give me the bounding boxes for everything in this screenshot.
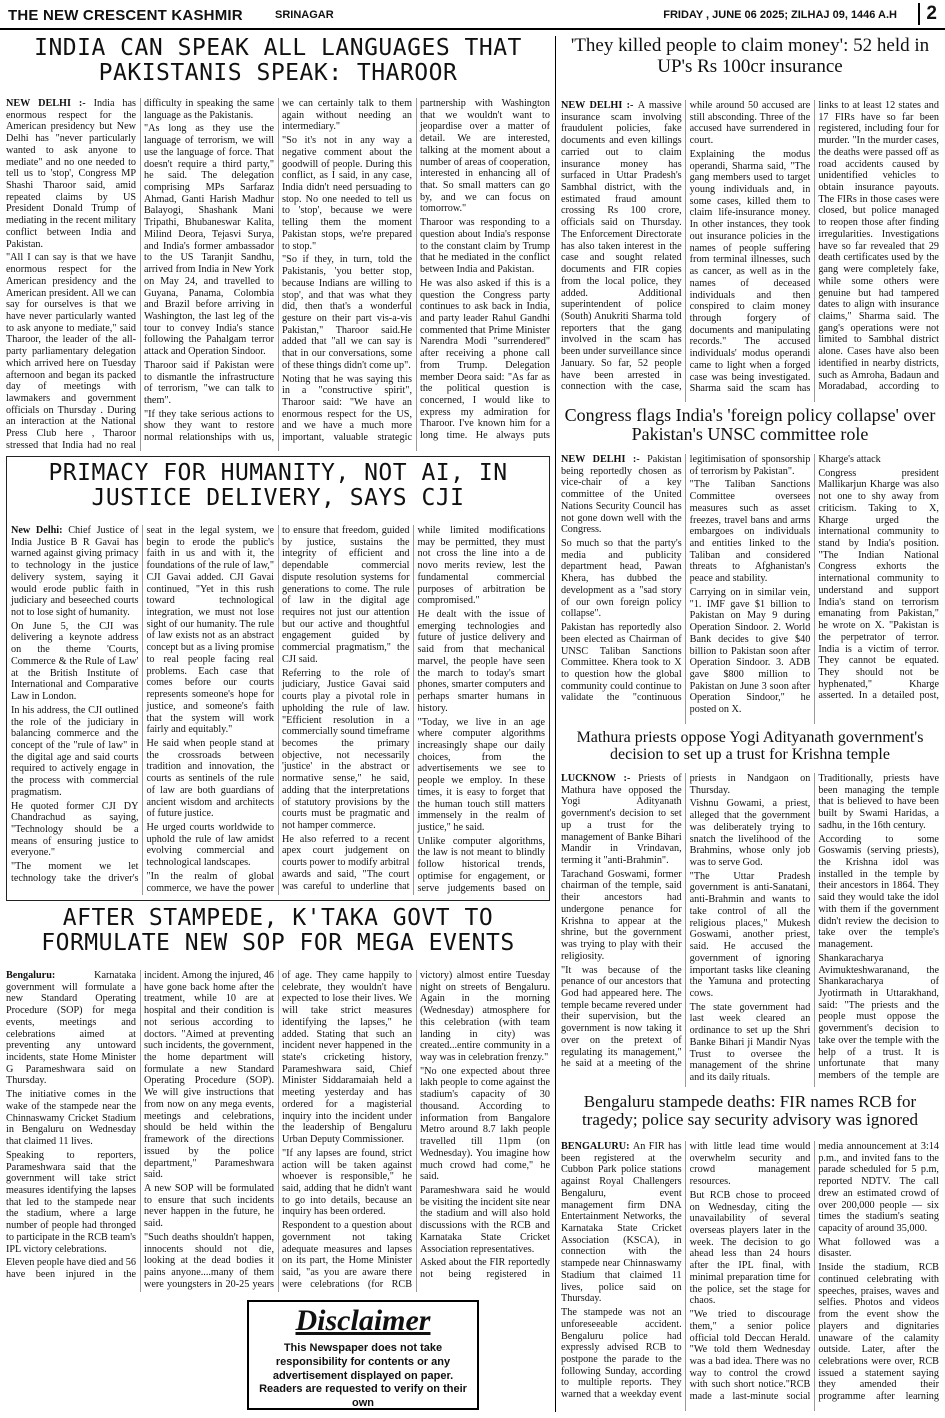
masthead [0, 0, 945, 30]
story-cji [6, 456, 550, 901]
paragraph-text: "The Taliban Sanctions Committee oversees measures such as asset freezes, travel bans and arms embargoes on individuals and entities linked to the Taliban and considered threats to Afghanistan's peace and stability. [689, 479, 811, 585]
paragraph [418, 717, 546, 834]
paragraph [561, 773, 682, 867]
paragraph-text: "If any lapses are found, strict action will be taken against whoever is responsible," he said, adding that he didn't want to go into details, because an inquiry has been ordered. [282, 1147, 412, 1218]
story-body [561, 773, 939, 1087]
paragraph [690, 1190, 811, 1307]
page-number: 2 [918, 3, 937, 25]
disclaimer-text: This Newspaper does not take responsibility for contents or any advertisement displayed on paper. Readers are requested to verify on their own [259, 1342, 467, 1409]
headline: Mathura priests oppose Yogi Adityanath government's decision to set up a trust for Krishna temple [576, 729, 924, 764]
headline: Congress flags India's 'foreign policy collapse' over Pakistan's UNSC committee role [564, 406, 936, 445]
paragraph [690, 587, 811, 716]
headline: 'They killed people to claim money': 52 held in UP's Rs 100cr insurance [570, 36, 930, 77]
paragraph [420, 1185, 550, 1255]
paragraph [6, 1089, 136, 1148]
story-unsc [561, 406, 939, 726]
paragraph [282, 1148, 412, 1218]
story-body [561, 454, 939, 724]
paragraph-text: Explaining the modus operandi, Sharma said, "The gang members used to target young individuals and, in some cases, killed them to claim life-insurance money. In other instances, they took out insurance policies in the names of people suffering from terminal illnesses, such as cancer, as well as in the names of deceased individuals and then conspired to claim money through forgery of documents and manipulating records." The accused individuals' modus operandi came to light when a forged case was being investigated. Sharma said the scam has links to at least 12 states and 17 FIRs have so far been registered, including four for murder. "In the murder cases, the deaths were passed off as road accidents caused by unidentified vehicles to obtain insurance payouts. The FIRs in those cases were closed, but police managed to reopen those after finding irregularities. Investigations have so far revealed that 29 death certificates used by the gang were completely fake, while some others were genuine but had tampered dates to align with insurance claims," Sharma said. The gang's operations were not limited to Sambhal district alone. Cases have also been identified in nearby districts, such as Amroha, Badaun and Moradabad, according to [689, 100, 939, 395]
paragraph-text: Tharoor was responding to a question about India's response to the constant claim by Trump that he mediated in the conflict between India and Pakistan. [420, 217, 550, 276]
paragraph [6, 1150, 136, 1255]
paragraph-text: Chief Justice of India Justice B R Gavai has warned against giving primacy to technology in the justice delivery system, saying it would erode public faith in judiciary and beseeched courts not to lose sight of humanity. [11, 525, 139, 619]
paragraph-text: A massive insurance scam involving fraudulent policies, fake documents and even killings carried out to claim insurance money has surfaced in Uttar Pradesh's Sambhal district, with the estimated fraud amount crossing Rs 100 crore, officials said on Thursday. The Enforcement Directorate has also taken interest in the case and sought related documents and FIR copies from the local police, they added. Additional superintendent of police (South) Anukriti Sharma told reporters that the gang involved in the scam has been under surveillance since January. So far, 52 people have been arrested in connection with the case, while around 50 accused are still absconding. Three of the accused have surrendered in court. [561, 100, 811, 393]
dateline: LUCKNOW :- [561, 773, 639, 784]
paragraph-text: But RCB chose to proceed on Wednesday, citing the unavailability of several overseas players later in the week. The decision to go ahead less than 24 hours after the IPL final, with minimal preparation time for the police, set the stage for chaos. [689, 1189, 811, 1307]
paragraph [147, 822, 275, 869]
paragraph [6, 98, 136, 250]
paragraph-text: "All I can say is that we have enormous respect for the American presidency and the American president. All we can say for ourselves is that we have never particularly wanted to ask anyone to mediate," said Tharoor, the leader of the all-party parliamentary delegation which arrived here on Tuesday afternoon and began its packed day of meetings with lawmakers and government officials on Thursday . During an interaction at the National Press Club here , Tharoor stressed that India had no real difficulty in speaking the same language as the Pakistanis. [6, 98, 274, 451]
story-sop [6, 906, 550, 1296]
dateline: NEW DELHI :- [561, 454, 648, 465]
story-body [11, 525, 545, 895]
paragraph-text: So much so that the party's media and publicity department head, Pawan Khera, has dubbed the development as a "sad story of our own foreign policy collapse". [561, 538, 682, 620]
headline: Bengaluru stampede deaths: FIR names RCB for tragedy; police say security advisory was ignored [581, 1093, 919, 1130]
paragraph-text: Priests of Mathura have opposed the Yogi Adityanath government's decision to set up a trust for the management of Banke Bihari Mandir in Vrindavan, terming it "anti-Brahmin". [561, 773, 682, 867]
dateline: New Delhi: [11, 525, 69, 536]
paragraph [561, 869, 682, 963]
paragraph-text: Inside the stadium, RCB continued celebrating with speeches, praises, waves and selfies. Photos and videos from the event show the players and dignitaries unaware of the calamity outside. Later, after the celebrations were over, RCB issued a statement saying they amended their programme after learning [818, 1262, 939, 1403]
paragraph [561, 1141, 682, 1305]
paragraph [418, 609, 546, 714]
paragraph-text: He was also asked if this is a question the Congress party continues to ask back in India, and party leader Rahul Gandhi commented that Prime Minister Narendra Modi "surrendered" after receiving a phone call from Trump. Delegation member Deora said: "As far as the political question is concerned, I would like to express my admiration for Tharoor. I've known him for a long time. He always puts [420, 277, 550, 442]
paragraph-text: "Such deaths shouldn't happen, innocents should not die, looking at the dead bodies it pains anyone....many of them were youngsters in 20-25 years of age. They came happily to celebrate, they wouldn't have expected to lose their lives. We will take strict measures identifying the lapses," he added. Stating that such an incident never happened in the state's cricketing history, Parameshwara said, Chief Minister Siddaramaiah held a meeting yesterday and has ordered for a magisterial inquiry into the incident under the leadership of Bengaluru Urban Deputy Commissioner. [144, 970, 412, 1290]
paragraph-text: Asked about the FIR reportedly not being registered in [420, 1257, 550, 1280]
paragraph-text: Pakistan being reportedly chosen as vice-chair of a key committee of the United Nations Security Council has not gone down well with the Congress. [561, 454, 682, 536]
paragraph-text: "Today, we live in an age where computer algorithms increasingly shape our daily choices, from the advertisements we see to people we employ. In these times, it is easy to forget that the human touch still matters immensely in the realm of justice," he said. [417, 716, 545, 833]
paragraph [282, 254, 412, 371]
issue-date: FRIDAY , JUNE 06 2025; ZILHAJ 09, 1446 A.H [663, 9, 897, 21]
paragraph [6, 970, 136, 1087]
paragraph [818, 1237, 939, 1260]
headline: AFTER STAMPEDE, K'TAKA GOVT TO FORMULATE NEW SOP FOR MEGA EVENTS [41, 906, 515, 956]
paragraph-text: Referring to the role of judiciary, Justice Gavai said courts play a pivotal role in upholding the rule of law. "Efficient resolution in a commercially sound timeframe becomes the primary objective, not necessarily 'justice' in the abstract or normative sense," he said, adding that the interpretations of statutory provisions by the courts must be pragmatic and not hamper commerce. [282, 667, 410, 831]
paragraph-text: Unlike computer algorithms, the law is not meant to blindly follow historical trends, optimise for engagement, or serve judgements based on [417, 835, 545, 894]
story-body [6, 98, 550, 451]
story-fir [561, 1093, 939, 1413]
paragraph [690, 871, 811, 1000]
paragraph-text: India has enormous respect for the American presidency but New Delhi has "never particularly wanted to ask anyone to mediate" and no one needed to tell us to 'stop', Congress MP Shashi Tharoor said, amid repeated claims by US President Donald Trump of mediating in the recent military conflict between India and Pakistan. [6, 98, 137, 250]
paragraph [561, 454, 682, 536]
paragraph-text: "So if they, in turn, told the Pakistanis, 'you better stop, because Indians are willing to stop', and that was what they did, then that's a wonderful gesture on their part vis-a-vis Pakistan," Tharoor said.He added that "all we can say is that in our conversations, some of these things didn't come up". [282, 254, 412, 371]
column-divider [555, 36, 556, 1412]
paragraph-text: Eleven people have died and 56 have been injured in the incident. Among the injured, 46 have gone back home after the treatment, while 10 are at hospital and their condition is not serious according to doctors. "Aimed at preventing such incidents, the government, the home department will formulate a new Standard Operating Procedure (SOP). We will give instructions that from now on any mega events, meetings and celebrations, should be held within the framework of the directions issued by the police department," Parameshwara said. [6, 970, 274, 1280]
paragraph-text: Karnataka government will formulate a new Standard Operating Procedure (SOP) for mega events, meetings and celebrations aimed at preventing any untoward incidents, state Home Minister G Parameshwara said on Thursday. [6, 970, 136, 1087]
paragraph [420, 1066, 550, 1183]
paragraph-text: He also referred to a recent apex court judgement on courts power to modify arbitral awards and said, "The court was careful to underline that while limited modifications may be permitted, they must not cross the line into a de novo merits review, lest the fundamental commercial purposes of arbitration be compromised." [282, 525, 545, 892]
paragraph-text: Traditionally, priests have been managing the temple that is believed to have been built by Swami Haridas, a sadhu, in the 16th century. [818, 773, 939, 831]
paragraph [282, 668, 410, 832]
paragraph [144, 360, 274, 407]
paragraph-text: The stampede was not an unforeseeable accident. Bengaluru police had expressly advised RCB to postpone the parade to the following Sunday, according to multiple reports. They warned that a weekday event with little lead time would overwhelm security and crowd management resources. [561, 1141, 811, 1401]
paragraph [818, 773, 939, 832]
paragraph-text: Congress president Mallikarjun Kharge was also not one to shy away from criticism. Taking to X, Kharge urged the international community to stand by India's position. "The Indian National Congress exhorts the international community to understand and support India's stand on terrorism emanating from Pakistan," he wrote on X. "Pakistan is the perpetrator of terror. India is a victim of terror. They cannot be equated. They should not be hyphenated," Kharge asserted. In a detailed post, [818, 467, 939, 702]
paragraph-text: He urged courts worldwide to uphold the rule of law amidst evolving commercial and technological landscapes. [146, 821, 274, 869]
paragraph [561, 538, 682, 620]
paragraph [690, 1002, 811, 1084]
paragraph-text: Kharge's attack [818, 454, 881, 465]
paragraph [144, 1183, 274, 1230]
paragraph-text: Noting that he was saying this in a "constructive spirit", Tharoor said: "We have an enormous respect for the US, and we have a much more important, valuable strategic partnership with Washington that we wouldn't want to jeopardise over a matter of detail. We are interested, talking at the moment about a number of areas of cooperation, interested in enhancing all of that. So small matters can go by, and we can focus on tomorrow." [282, 98, 550, 444]
paragraph-text: "As long as they use the language of terrorism, we will use the language of force. That doesn't require a third party," he said. The delegation comprising MPs Sarfaraz Ahmad, Ganti Harish Madhur Balayogi, Shashank Mani Tripathi, Bhubaneswar Kalita, Milind Deora, Tejasvi Surya, and India's former ambassador to the US Taranjit Sandhu, arrived from India in New York on May 24, and travelled to Guyana, Panama, Colombia and Brazil before arriving in Washington, the last leg of the tour to convey India's stance following the Pahalgam terror attack and Operation Sindoor. [144, 123, 274, 358]
story-mathura [561, 729, 939, 1089]
disclaimer-title: Disclaimer [295, 1304, 431, 1337]
paragraph-text: "The moment we let technology take the driver's seat in the legal system, we begin to erode the public's faith in us and with it, the foundations of the rule of law," CJI Gavai added. CJI Gavai continued, "Yet in this rush toward technological integration, we must not lose sight of our humanity. The rule of law exists not as an abstract concept but as a living promise to real people facing real problems. Each case that comes before our courts represents someone's hope for justice, and someone's faith that the system will work fairly and equitably." [11, 525, 274, 884]
paragraph [144, 123, 274, 357]
paragraph-text: "We tried to discourage them," a senior police official told Deccan Herald. "We told them Wednesday was a bad idea. There was no way to control the crowd with such short notice."RCB made a last-minute social media announcement at 3:14 p.m., and invited fans to the parade scheduled for 5 p.m, reported NDTV. The call drew an estimated crowd of over 200,000 people — six times the stadium's seating capacity of around 35,000. [689, 1141, 939, 1403]
paragraph-text: Speaking to reporters, Parameshwara said that the government will take strict measures identifying the lapses that led to the stampede near the stadium, where a large number of people had thronged to participate in the RCB team's IPL victory celebrations. [6, 1149, 137, 1255]
story-body [6, 970, 550, 1292]
paragraph-text: He dealt with the issue of emerging technologies and future of justice delivery and said from that mechanical marvel, the people have seen the march to today's smart phones, smarter computers and perhaps smarter humans in history. [417, 609, 545, 714]
dateline: Bengaluru: [6, 970, 95, 981]
dateline: NEW DELHI :- [6, 98, 94, 109]
paragraph-text: "The Uttar Pradesh government is anti-Sanatani, anti-Brahmin and wants to take control of all the religious places," Mukesh Goswami, another priest, said. He accused the government of ignoring important tasks like cleaning the Yamuna and protecting cows. [689, 870, 811, 999]
paragraph-text: Shankaracharya Avimukteshwaranand, the Shankaracharya of Jyotirmath in Uttarakhand, said: "The priests and the people must oppose the government's decision to take over the temple with the help of a trust. It is unfortunate that many members of the temple are [818, 952, 939, 1081]
paragraph-text: On June 5, the CJI was delivering a keynote address on the theme 'Courts, Commerce & the Rule of Law' at the British Institute of International and Comparative Law in London. [11, 620, 139, 703]
headline: INDIA CAN SPEAK ALL LANGUAGES THAT PAKISTANIS SPEAK: THAROOR [34, 36, 522, 86]
paragraph-text: "It was because of the penance of our ancestors that God had appeared here. The temple became revered under their supervision, but the government is now taking it over on the pretext of regulating its management," he said at a meeting of the priests in Nandgaon on Thursday. [561, 773, 811, 1070]
paragraph-text: "So it's not in any way a negative comment about the goodwill of people. During this conflict, as I said, in any case, India didn't need persuading to stop. No one needed to tell us to 'stop', because we were telling them the moment Pakistan stops, we're prepared to stop." [282, 135, 412, 252]
paragraph-text: A new SOP will be formulated to ensure that such incidents never happen in the future, he said. [144, 1182, 274, 1230]
paragraph [11, 525, 139, 619]
paragraph [690, 798, 811, 868]
edition-city: SRINAGAR [275, 9, 334, 21]
paragraph-text: An FIR has been registered at the Cubbon Park police stations against Royal Challengers Bengaluru, event management firm DNA Entertainment Networks, the Karnataka State Cricket Association (KSCA), in connection with the stampede near Chinnaswamy Stadium that claimed 11 lives, police said on Thursday. [561, 1141, 682, 1305]
paragraph-text: In his address, the CJI outlined the role of the judiciary in balancing commerce and the concept of the "rule of law" in the digital age and said courts required to actively engage in the process with commercial pragmatism. [11, 704, 139, 798]
paragraph-text: "In the realm of global commerce, we have the power to ensure that freedom, guided by justice, sustains the integrity of efficient and dependable commercial dispute resolution systems for generations to come. The rule of law in the digital age requires not just our attention but our active and thoughtful engagement guided by commercial pragmatism," the CJI said. [146, 525, 410, 894]
paragraph-text: Tharoor said if Pakistan were to dismantle the infrastructure of terrorism, "we can talk to them". [144, 359, 274, 406]
dateline: NEW DELHI :- [561, 100, 638, 111]
dateline: BENGALURU: [561, 1141, 633, 1152]
paragraph [11, 705, 139, 799]
paragraph-text: Pakistan has reportedly also been elected as Chairman of UNSC Taliban Sanctions Committee. Khera took to X to question how the global community could continue to validate the "continuous legitimisation of sponsorship of terrorism by Pakistan". [561, 454, 811, 704]
paragraph [690, 479, 811, 584]
paragraph-text: Carrying on in similar vein, "1. IMF gave $1 billion to Pakistan on May 9 during Operation Sindoor. 2. World Bank decides to give $40 billion to Pakistan soon after Operation Sindoor. 3. ADB gave $800 million to Pakistan on June 3 soon after Operation Sindoor," he posted on X. [689, 586, 811, 716]
paragraph [420, 217, 550, 276]
paragraph-text: Respondent to a question about government not taking adequate measures and lapses on its part, the Home Minister said, "as you are aware there were celebrations (for RCB victory) almost entire Tuesday night on streets of Bengaluru. Again in the morning (Wednesday) atmosphere for this celebration (with team landing in city) was created...entire community in a way was in celebration frenzy." [282, 970, 550, 1290]
paragraph [11, 621, 139, 703]
story-tharoor [6, 36, 550, 451]
paragraph [147, 738, 275, 820]
paragraph [818, 454, 939, 724]
paragraph [818, 454, 939, 466]
paragraph-text: He said when people stand at the crossroads between tradition and innovation, the courts as sentinels of the rule of law are both guardians of ancient wisdom and architects of future justice. [146, 737, 274, 820]
newspaper-name: THE NEW CRESCENT KASHMIR [8, 7, 243, 24]
headline: PRIMACY FOR HUMANITY, NOT AI, IN JUSTICE DELIVERY, SAYS CJI [48, 460, 508, 511]
paragraph [11, 801, 139, 860]
story-body [561, 1141, 939, 1411]
paragraph [818, 834, 939, 951]
paragraph-text: Vishnu Gowami, a priest, alleged that the government was deliberately trying to snatch the livelihood of the Brahmins, whose only job was to serve God. [689, 798, 811, 869]
paragraph [282, 135, 412, 252]
paragraph-text: What followed was a disaster. [818, 1236, 939, 1260]
paragraph-text: He quoted former CJI DY Chandrachud as saying, "Technology should be a means of ensuring justice to everyone." [11, 800, 139, 859]
disclaimer-box [247, 1300, 479, 1410]
story-insurance [561, 36, 939, 404]
paragraph-text: "No one expected about three lakh people to come against the stadium's capacity of 30 thousand. According to information from Bangalore Metro around 8.7 lakh people travelled till 11pm (on Wednesday). You imagine how much crowd had come," he said. [420, 1065, 550, 1183]
paragraph-text: Parameshwara said he would be visiting the incident site near the stadium and will also hold discussions with the RCB and Karnataka State Cricket Association representatives. [420, 1184, 550, 1255]
paragraph-text: The initiative comes in the wake of the stampede near the Chinnaswamy Cricket Stadium in Bengaluru on Wednesday that claimed 11 lives. [6, 1089, 136, 1148]
paragraph-text: "If they take serious actions to show they want to restore normal relationships with us, we can certainly talk to them again without needing an intermediary." [144, 98, 412, 444]
paragraph-text: Tarachand Goswami, former chairman of the temple, said their ancestors had undergone penance for Krishna to appear at the shrine, but the government was trying to play with their religiosity. [561, 868, 682, 962]
story-body [561, 100, 939, 402]
paragraph-text: The state government had last week cleared an ordinance to set up the Shri Banke Bihari ji Mandir Nyas Trust to oversee the management of the shrine and its daily rituals. [689, 1001, 811, 1083]
paragraph-text: According to some Goswamis (serving priests), the Krishna idol was installed in the temple by their ancestors in 1864. They said they would take the idol with them if the government didn't review the decision to take over the temple's management. [818, 833, 939, 951]
